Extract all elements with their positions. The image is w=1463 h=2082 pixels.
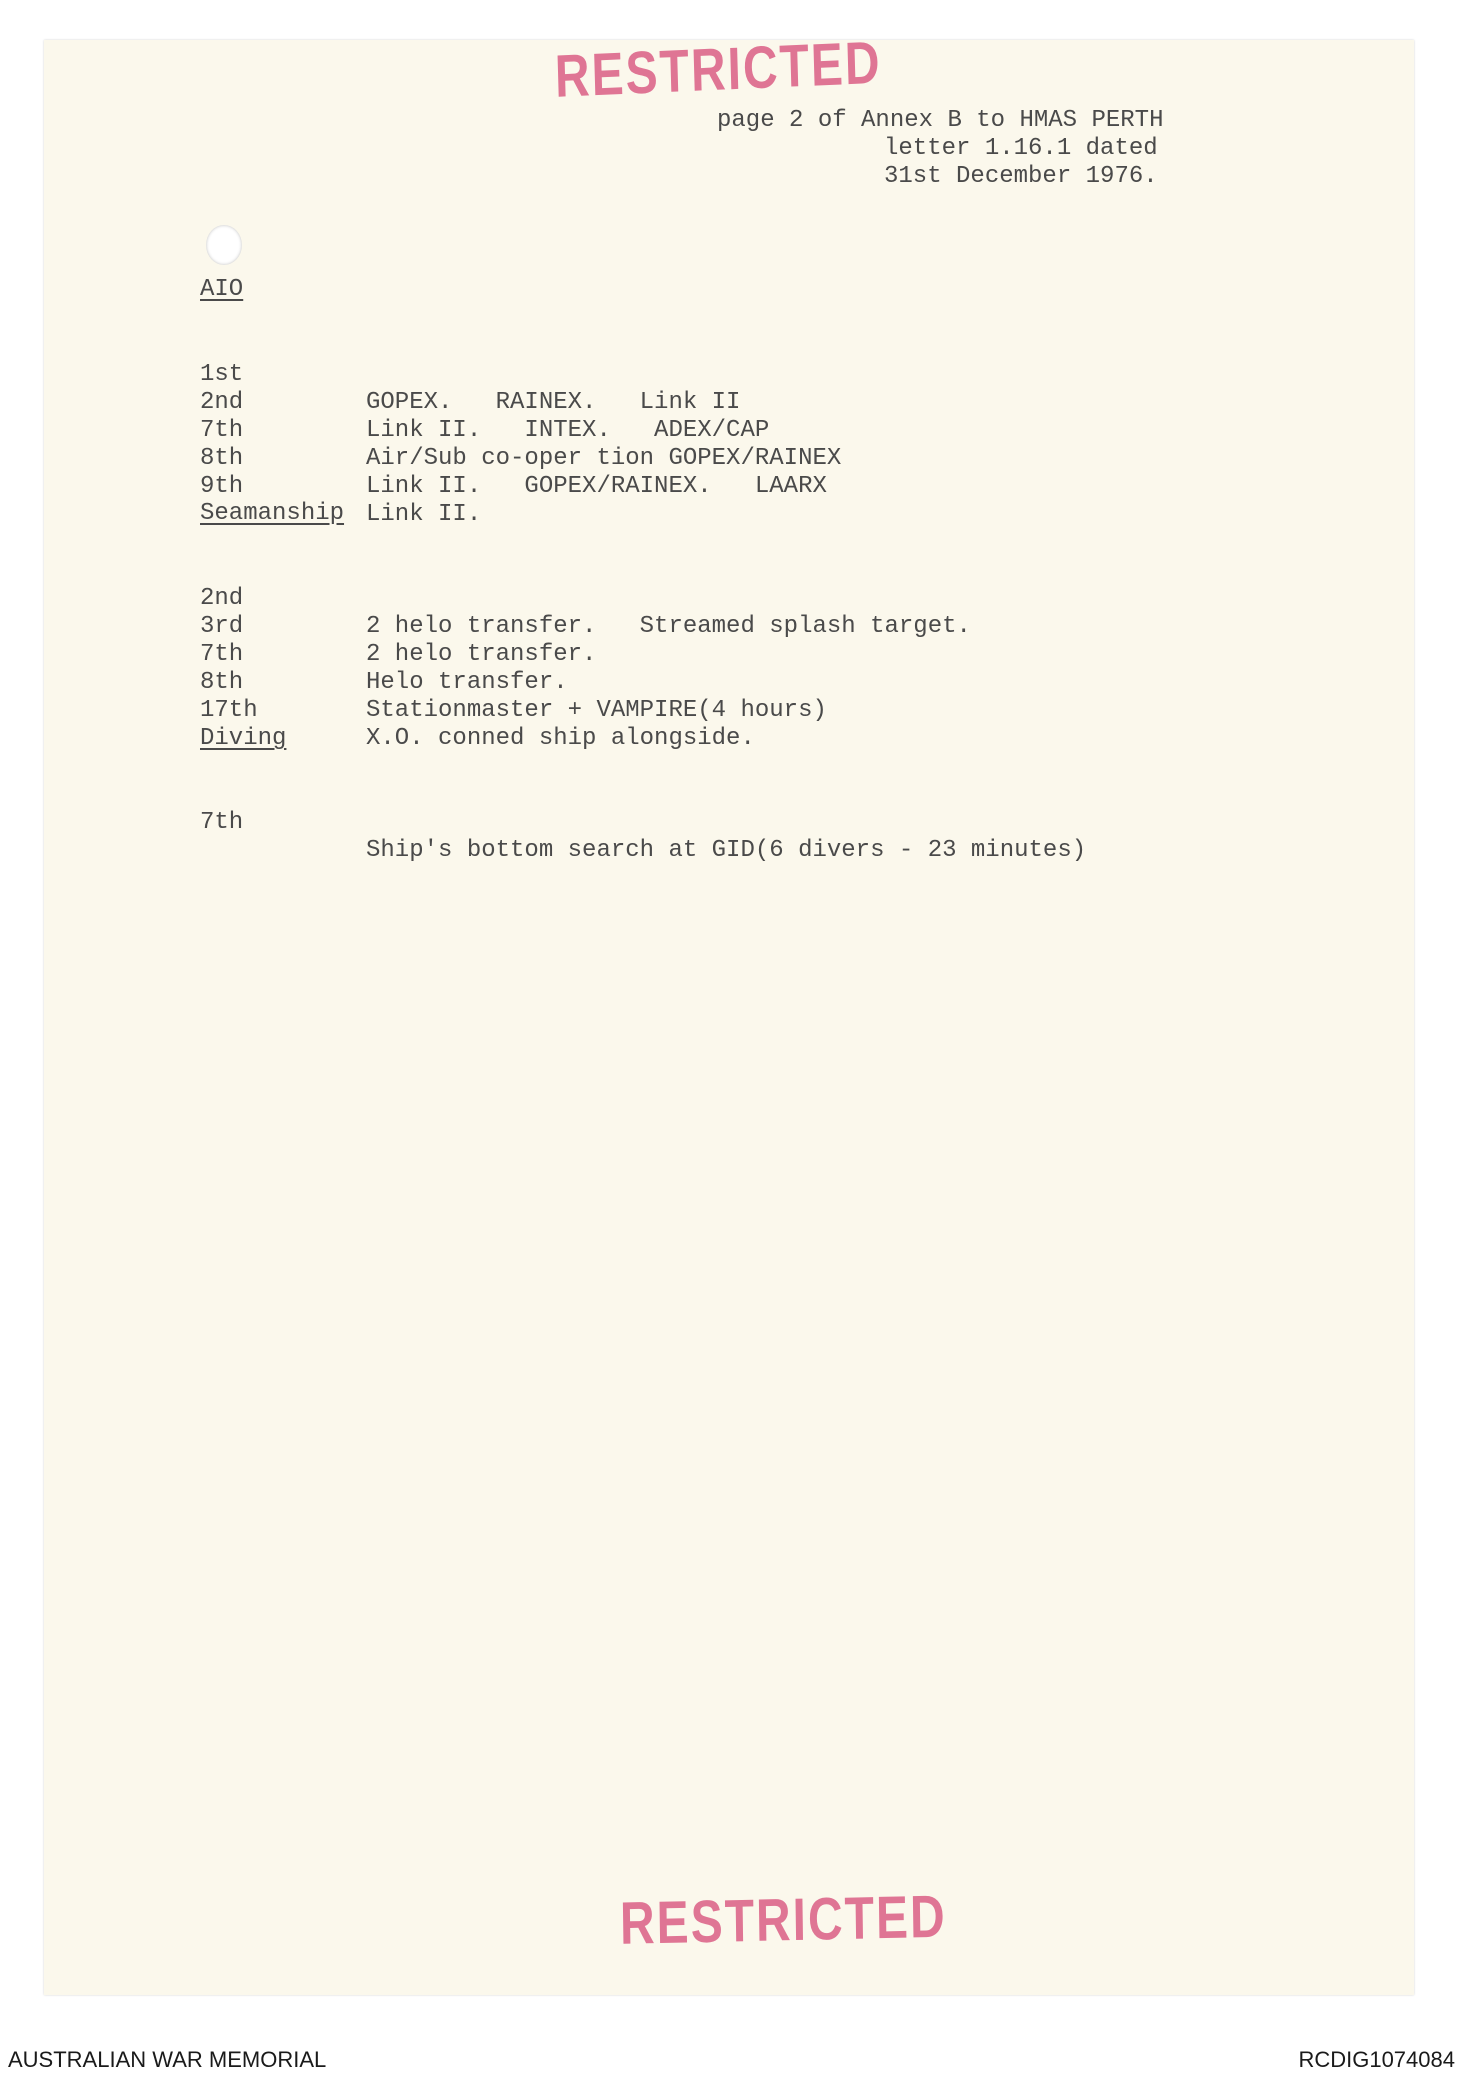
document-page [44,40,1414,1995]
row-entry: Link II. GOPEX/RAINEX. LAARX [366,473,827,500]
row-entry: 2 helo transfer. [366,641,597,668]
row-day: 2nd [200,585,244,612]
row-entry: Ship's bottom search at GID(6 divers - 23 minutes) [366,837,1087,864]
row-day: 7th [200,641,244,668]
reference-line-2: letter 1.16.1 dated [884,135,1158,162]
row-entry: Stationmaster + VAMPIRE(4 hours) [366,697,827,724]
row-day: 8th [200,669,244,696]
row-day: 9th [200,473,244,500]
row-entry: X.O. conned ship alongside. [366,725,755,752]
row-day: 7th [200,809,244,836]
row-day: 8th [200,445,244,472]
restricted-stamp-bottom: RESTRICTED [619,1884,948,1958]
row-entry: GOPEX. RAINEX. Link II [366,389,741,416]
section-heading-aio: AIO [200,276,244,303]
diving-row [200,781,1087,864]
restricted-stamp-top: RESTRICTED [554,30,883,111]
row-day: 3rd [200,613,244,640]
row-day: 1st [200,361,244,388]
archive-identifier: RCDIG1074084 [1298,2047,1455,2072]
row-day: 7th [200,417,244,444]
reference-line-3: 31st December 1976. [884,163,1158,190]
row-day: 2nd [200,389,244,416]
section-heading-diving: Diving [200,725,287,752]
row-entry: Link II. [366,501,482,528]
reference-line-1: page 2 of Annex B to HMAS PERTH [717,107,1164,134]
row-entry: Link II. INTEX. ADEX/CAP [366,417,770,444]
archive-credit: AUSTRALIAN WAR MEMORIAL [8,2047,327,2072]
row-entry: Air/Sub co-oper tion GOPEX/RAINEX [366,445,842,472]
row-entry: Helo transfer. [366,669,568,696]
row-day: 17th [200,697,258,724]
row-entry: 2 helo transfer. Streamed splash target. [366,613,971,640]
section-heading-seamanship: Seamanship [200,500,345,527]
punched-hole [206,225,242,265]
